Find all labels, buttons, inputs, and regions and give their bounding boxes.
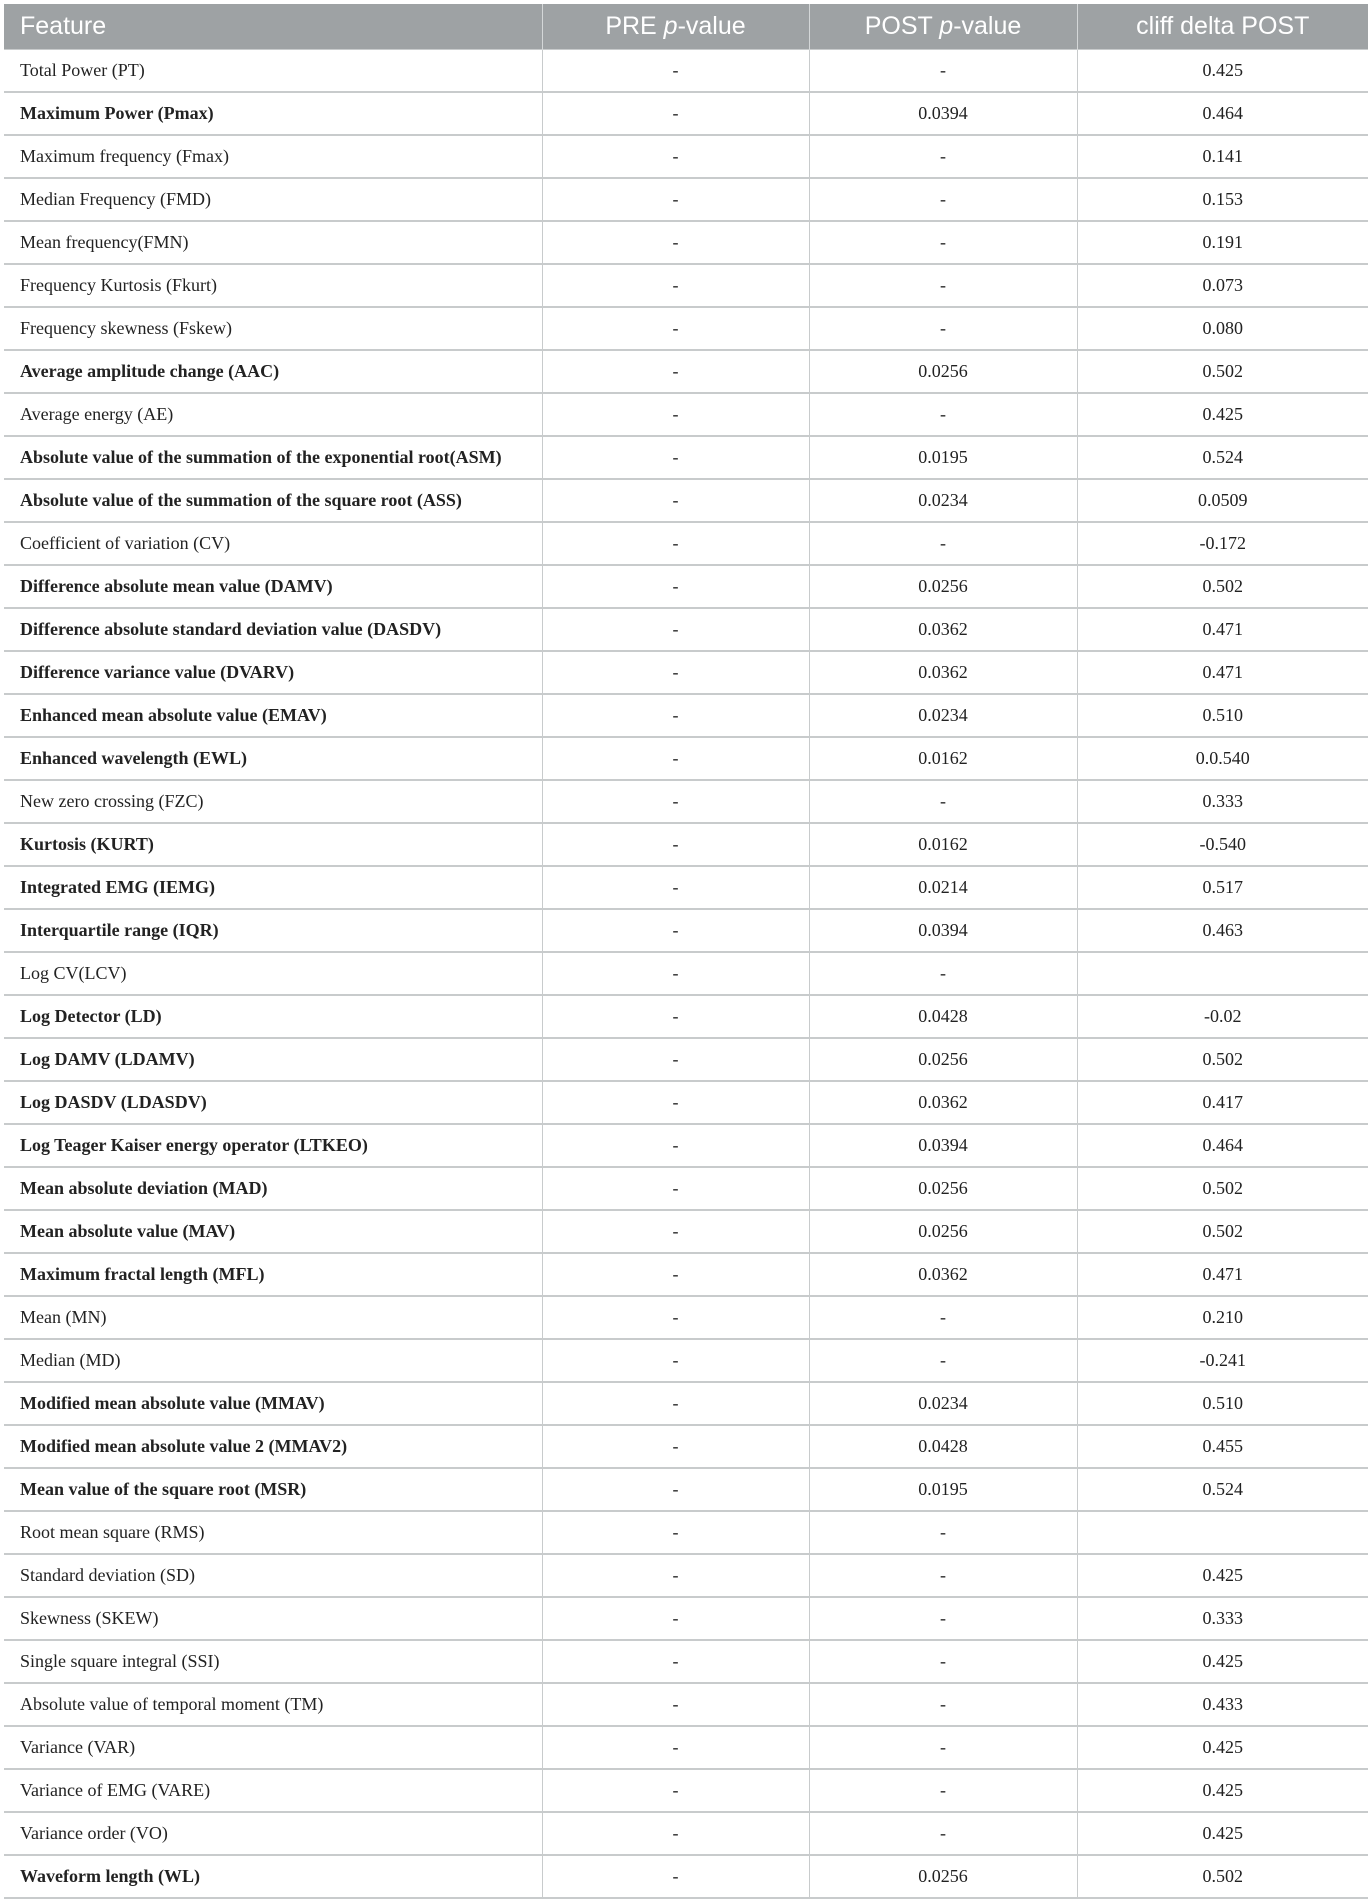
pre-p-value-cell: - (542, 350, 809, 393)
cliff-delta-cell: 0.463 (1077, 909, 1368, 952)
feature-cell: Log DASDV (LDASDV) (4, 1081, 542, 1124)
header-pre-italic: p (663, 12, 678, 40)
cliff-delta-cell: 0.502 (1077, 1855, 1368, 1898)
cliff-delta-cell: 0.425 (1077, 1640, 1368, 1683)
post-p-value-cell: - (809, 1726, 1077, 1769)
pre-p-value-cell: - (542, 436, 809, 479)
table-row (4, 479, 1368, 522)
post-p-value-cell: - (809, 221, 1077, 264)
feature-cell: Frequency Kurtosis (Fkurt) (4, 264, 542, 307)
feature-cell: Mean absolute value (MAV) (4, 1210, 542, 1253)
header-row (4, 4, 1368, 50)
pre-p-value-cell: - (542, 694, 809, 737)
feature-cell: New zero crossing (FZC) (4, 780, 542, 823)
cliff-delta-cell: 0.524 (1077, 1468, 1368, 1511)
pre-p-value-cell: - (542, 1468, 809, 1511)
pre-p-value-cell: - (542, 1855, 809, 1898)
feature-cell: Modified mean absolute value (MMAV) (4, 1382, 542, 1425)
feature-cell: Log DAMV (LDAMV) (4, 1038, 542, 1081)
feature-cell: Variance of EMG (VARE) (4, 1769, 542, 1812)
table-row (4, 1511, 1368, 1554)
feature-cell: Mean (MN) (4, 1296, 542, 1339)
post-p-value-cell: 0.0234 (809, 479, 1077, 522)
table-row (4, 565, 1368, 608)
pre-p-value-cell: - (542, 608, 809, 651)
post-p-value-cell: 0.0162 (809, 737, 1077, 780)
header-post-prefix: POST (864, 12, 940, 40)
header-pre-suffix: -value (677, 12, 746, 40)
post-p-value-cell: 0.0256 (809, 1167, 1077, 1210)
table-row (4, 909, 1368, 952)
post-p-value-cell: - (809, 522, 1077, 565)
table-row (4, 393, 1368, 436)
feature-cell: Standard deviation (SD) (4, 1554, 542, 1597)
table-body (4, 50, 1368, 1899)
table-row (4, 221, 1368, 264)
cliff-delta-cell: 0.464 (1077, 1124, 1368, 1167)
pre-p-value-cell: - (542, 1640, 809, 1683)
feature-cell: Coefficient of variation (CV) (4, 522, 542, 565)
pre-p-value-cell: - (542, 1210, 809, 1253)
table-row (4, 1124, 1368, 1167)
header-feature: Feature (4, 4, 542, 50)
table-row (4, 1210, 1368, 1253)
post-p-value-cell: - (809, 1296, 1077, 1339)
pre-p-value-cell: - (542, 995, 809, 1038)
pre-p-value-cell: - (542, 909, 809, 952)
pre-p-value-cell: - (542, 1812, 809, 1855)
feature-cell: Median (MD) (4, 1339, 542, 1382)
post-p-value-cell: 0.0162 (809, 823, 1077, 866)
cliff-delta-cell: 0.141 (1077, 135, 1368, 178)
cliff-delta-cell: 0.471 (1077, 1253, 1368, 1296)
table-row (4, 1038, 1368, 1081)
post-p-value-cell: - (809, 1554, 1077, 1597)
cliff-delta-cell: 0.073 (1077, 264, 1368, 307)
post-p-value-cell: 0.0234 (809, 1382, 1077, 1425)
cliff-delta-cell: 0.433 (1077, 1683, 1368, 1726)
feature-cell: Waveform length (WL) (4, 1855, 542, 1898)
feature-cell: Difference absolute standard deviation value (DASDV) (4, 608, 542, 651)
feature-cell: Frequency skewness (Fskew) (4, 307, 542, 350)
cliff-delta-cell (1077, 952, 1368, 995)
feature-cell: Enhanced wavelength (EWL) (4, 737, 542, 780)
feature-cell: Integrated EMG (IEMG) (4, 866, 542, 909)
cliff-delta-cell: 0.524 (1077, 436, 1368, 479)
post-p-value-cell: 0.0195 (809, 436, 1077, 479)
post-p-value-cell: - (809, 1511, 1077, 1554)
post-p-value-cell: 0.0256 (809, 1855, 1077, 1898)
table-row (4, 823, 1368, 866)
feature-cell: Enhanced mean absolute value (EMAV) (4, 694, 542, 737)
feature-cell: Skewness (SKEW) (4, 1597, 542, 1640)
post-p-value-cell: 0.0428 (809, 995, 1077, 1038)
table-row (4, 995, 1368, 1038)
pre-p-value-cell: - (542, 1038, 809, 1081)
feature-cell: Absolute value of the summation of the exponential root(ASM) (4, 436, 542, 479)
post-p-value-cell: 0.0256 (809, 565, 1077, 608)
table-row (4, 1812, 1368, 1855)
post-p-value-cell: 0.0234 (809, 694, 1077, 737)
table-row (4, 952, 1368, 995)
pre-p-value-cell: - (542, 1511, 809, 1554)
feature-cell: Difference absolute mean value (DAMV) (4, 565, 542, 608)
cliff-delta-cell: 0.425 (1077, 393, 1368, 436)
table-row (4, 1683, 1368, 1726)
table-row (4, 1296, 1368, 1339)
pre-p-value-cell: - (542, 1769, 809, 1812)
table-row (4, 1382, 1368, 1425)
pre-p-value-cell: - (542, 307, 809, 350)
table-row (4, 1554, 1368, 1597)
feature-cell: Average energy (AE) (4, 393, 542, 436)
header-post-italic: p (939, 12, 954, 40)
pre-p-value-cell: - (542, 1339, 809, 1382)
table-row (4, 737, 1368, 780)
pre-p-value-cell: - (542, 952, 809, 995)
feature-cell: Average amplitude change (AAC) (4, 350, 542, 393)
pre-p-value-cell: - (542, 780, 809, 823)
feature-cell: Median Frequency (FMD) (4, 178, 542, 221)
post-p-value-cell: - (809, 1683, 1077, 1726)
cliff-delta-cell: 0.502 (1077, 1210, 1368, 1253)
cliff-delta-cell: 0.502 (1077, 1167, 1368, 1210)
cliff-delta-cell: -0.172 (1077, 522, 1368, 565)
table-row (4, 866, 1368, 909)
pre-p-value-cell: - (542, 1081, 809, 1124)
table-row (4, 608, 1368, 651)
pre-p-value-cell: - (542, 50, 809, 93)
cliff-delta-cell: 0.425 (1077, 1726, 1368, 1769)
feature-cell: Absolute value of temporal moment (TM) (4, 1683, 542, 1726)
feature-cell: Mean value of the square root (MSR) (4, 1468, 542, 1511)
feature-cell: Absolute value of the summation of the square root (ASS) (4, 479, 542, 522)
table-row (4, 651, 1368, 694)
header-post-suffix: -value (953, 12, 1022, 40)
table-row (4, 135, 1368, 178)
post-p-value-cell: 0.0394 (809, 909, 1077, 952)
feature-cell: Interquartile range (IQR) (4, 909, 542, 952)
feature-cell: Single square integral (SSI) (4, 1640, 542, 1683)
post-p-value-cell: - (809, 50, 1077, 93)
cliff-delta-cell: 0.471 (1077, 651, 1368, 694)
table-row (4, 307, 1368, 350)
post-p-value-cell: 0.0256 (809, 350, 1077, 393)
table-row (4, 350, 1368, 393)
pre-p-value-cell: - (542, 1425, 809, 1468)
cliff-delta-cell: 0.517 (1077, 866, 1368, 909)
cliff-delta-cell: 0.471 (1077, 608, 1368, 651)
pre-p-value-cell: - (542, 1296, 809, 1339)
post-p-value-cell: 0.0256 (809, 1210, 1077, 1253)
cliff-delta-cell: 0.510 (1077, 1382, 1368, 1425)
post-p-value-cell: 0.0214 (809, 866, 1077, 909)
cliff-delta-cell: 0.0509 (1077, 479, 1368, 522)
feature-cell: Kurtosis (KURT) (4, 823, 542, 866)
post-p-value-cell: - (809, 1812, 1077, 1855)
cliff-delta-cell: 0.464 (1077, 92, 1368, 135)
feature-cell: Difference variance value (DVARV) (4, 651, 542, 694)
pre-p-value-cell: - (542, 1167, 809, 1210)
table-row (4, 50, 1368, 93)
post-p-value-cell: - (809, 307, 1077, 350)
cliff-delta-cell: 0.417 (1077, 1081, 1368, 1124)
cliff-delta-cell: 0.502 (1077, 350, 1368, 393)
post-p-value-cell: 0.0362 (809, 1253, 1077, 1296)
feature-cell: Variance order (VO) (4, 1812, 542, 1855)
post-p-value-cell: 0.0362 (809, 1081, 1077, 1124)
pre-p-value-cell: - (542, 1726, 809, 1769)
table-row (4, 1855, 1368, 1898)
table-row (4, 1468, 1368, 1511)
cliff-delta-cell: 0.333 (1077, 1597, 1368, 1640)
post-p-value-cell: - (809, 1769, 1077, 1812)
cliff-delta-cell: 0.510 (1077, 694, 1368, 737)
cliff-delta-cell: 0.333 (1077, 780, 1368, 823)
post-p-value-cell: - (809, 780, 1077, 823)
table-header (4, 4, 1368, 50)
cliff-delta-cell: 0.425 (1077, 50, 1368, 93)
feature-cell: Variance (VAR) (4, 1726, 542, 1769)
table-row (4, 1339, 1368, 1382)
post-p-value-cell: - (809, 1339, 1077, 1382)
table-row (4, 264, 1368, 307)
header-pre-p-value (542, 4, 809, 50)
pre-p-value-cell: - (542, 135, 809, 178)
pre-p-value-cell: - (542, 221, 809, 264)
post-p-value-cell: 0.0362 (809, 651, 1077, 694)
post-p-value-cell: - (809, 952, 1077, 995)
header-cliff-delta-post: cliff delta POST (1077, 4, 1368, 50)
cliff-delta-cell: 0.153 (1077, 178, 1368, 221)
cliff-delta-cell: -0.02 (1077, 995, 1368, 1038)
feature-cell: Root mean square (RMS) (4, 1511, 542, 1554)
table-row (4, 92, 1368, 135)
feature-statistics-table (4, 4, 1368, 1899)
post-p-value-cell: 0.0256 (809, 1038, 1077, 1081)
post-p-value-cell: - (809, 264, 1077, 307)
table-row (4, 522, 1368, 565)
cliff-delta-cell (1077, 1511, 1368, 1554)
feature-cell: Maximum Power (Pmax) (4, 92, 542, 135)
table-row (4, 1081, 1368, 1124)
pre-p-value-cell: - (542, 92, 809, 135)
feature-cell: Modified mean absolute value 2 (MMAV2) (4, 1425, 542, 1468)
pre-p-value-cell: - (542, 823, 809, 866)
cliff-delta-cell: 0.191 (1077, 221, 1368, 264)
post-p-value-cell: - (809, 178, 1077, 221)
pre-p-value-cell: - (542, 866, 809, 909)
feature-cell: Log Teager Kaiser energy operator (LTKEO) (4, 1124, 542, 1167)
post-p-value-cell: 0.0195 (809, 1468, 1077, 1511)
table-row (4, 178, 1368, 221)
header-pre-prefix: PRE (605, 12, 664, 40)
pre-p-value-cell: - (542, 522, 809, 565)
pre-p-value-cell: - (542, 393, 809, 436)
feature-cell: Maximum fractal length (MFL) (4, 1253, 542, 1296)
cliff-delta-cell: 0.425 (1077, 1769, 1368, 1812)
post-p-value-cell: - (809, 393, 1077, 436)
post-p-value-cell: 0.0394 (809, 1124, 1077, 1167)
post-p-value-cell: 0.0428 (809, 1425, 1077, 1468)
pre-p-value-cell: - (542, 264, 809, 307)
table-row (4, 1769, 1368, 1812)
feature-cell: Mean absolute deviation (MAD) (4, 1167, 542, 1210)
post-p-value-cell: 0.0362 (809, 608, 1077, 651)
header-post-p-value (809, 4, 1077, 50)
cliff-delta-cell: 0.210 (1077, 1296, 1368, 1339)
cliff-delta-cell: -0.241 (1077, 1339, 1368, 1382)
cliff-delta-cell: -0.540 (1077, 823, 1368, 866)
feature-cell: Maximum frequency (Fmax) (4, 135, 542, 178)
table-row (4, 694, 1368, 737)
pre-p-value-cell: - (542, 178, 809, 221)
pre-p-value-cell: - (542, 479, 809, 522)
table-row (4, 1167, 1368, 1210)
feature-table-container (4, 4, 1368, 1899)
post-p-value-cell: 0.0394 (809, 92, 1077, 135)
table-row (4, 436, 1368, 479)
pre-p-value-cell: - (542, 565, 809, 608)
pre-p-value-cell: - (542, 1597, 809, 1640)
table-row (4, 1253, 1368, 1296)
pre-p-value-cell: - (542, 1683, 809, 1726)
feature-cell: Total Power (PT) (4, 50, 542, 93)
cliff-delta-cell: 0.425 (1077, 1812, 1368, 1855)
post-p-value-cell: - (809, 135, 1077, 178)
cliff-delta-cell: 0.0.540 (1077, 737, 1368, 780)
table-row (4, 1425, 1368, 1468)
cliff-delta-cell: 0.425 (1077, 1554, 1368, 1597)
feature-cell: Log CV(LCV) (4, 952, 542, 995)
post-p-value-cell: - (809, 1640, 1077, 1683)
pre-p-value-cell: - (542, 1253, 809, 1296)
table-row (4, 1640, 1368, 1683)
post-p-value-cell: - (809, 1597, 1077, 1640)
table-row (4, 1597, 1368, 1640)
table-row (4, 780, 1368, 823)
cliff-delta-cell: 0.502 (1077, 565, 1368, 608)
feature-cell: Mean frequency(FMN) (4, 221, 542, 264)
cliff-delta-cell: 0.502 (1077, 1038, 1368, 1081)
cliff-delta-cell: 0.080 (1077, 307, 1368, 350)
feature-cell: Log Detector (LD) (4, 995, 542, 1038)
pre-p-value-cell: - (542, 1554, 809, 1597)
pre-p-value-cell: - (542, 651, 809, 694)
pre-p-value-cell: - (542, 1382, 809, 1425)
pre-p-value-cell: - (542, 1124, 809, 1167)
cliff-delta-cell: 0.455 (1077, 1425, 1368, 1468)
pre-p-value-cell: - (542, 737, 809, 780)
table-row (4, 1726, 1368, 1769)
